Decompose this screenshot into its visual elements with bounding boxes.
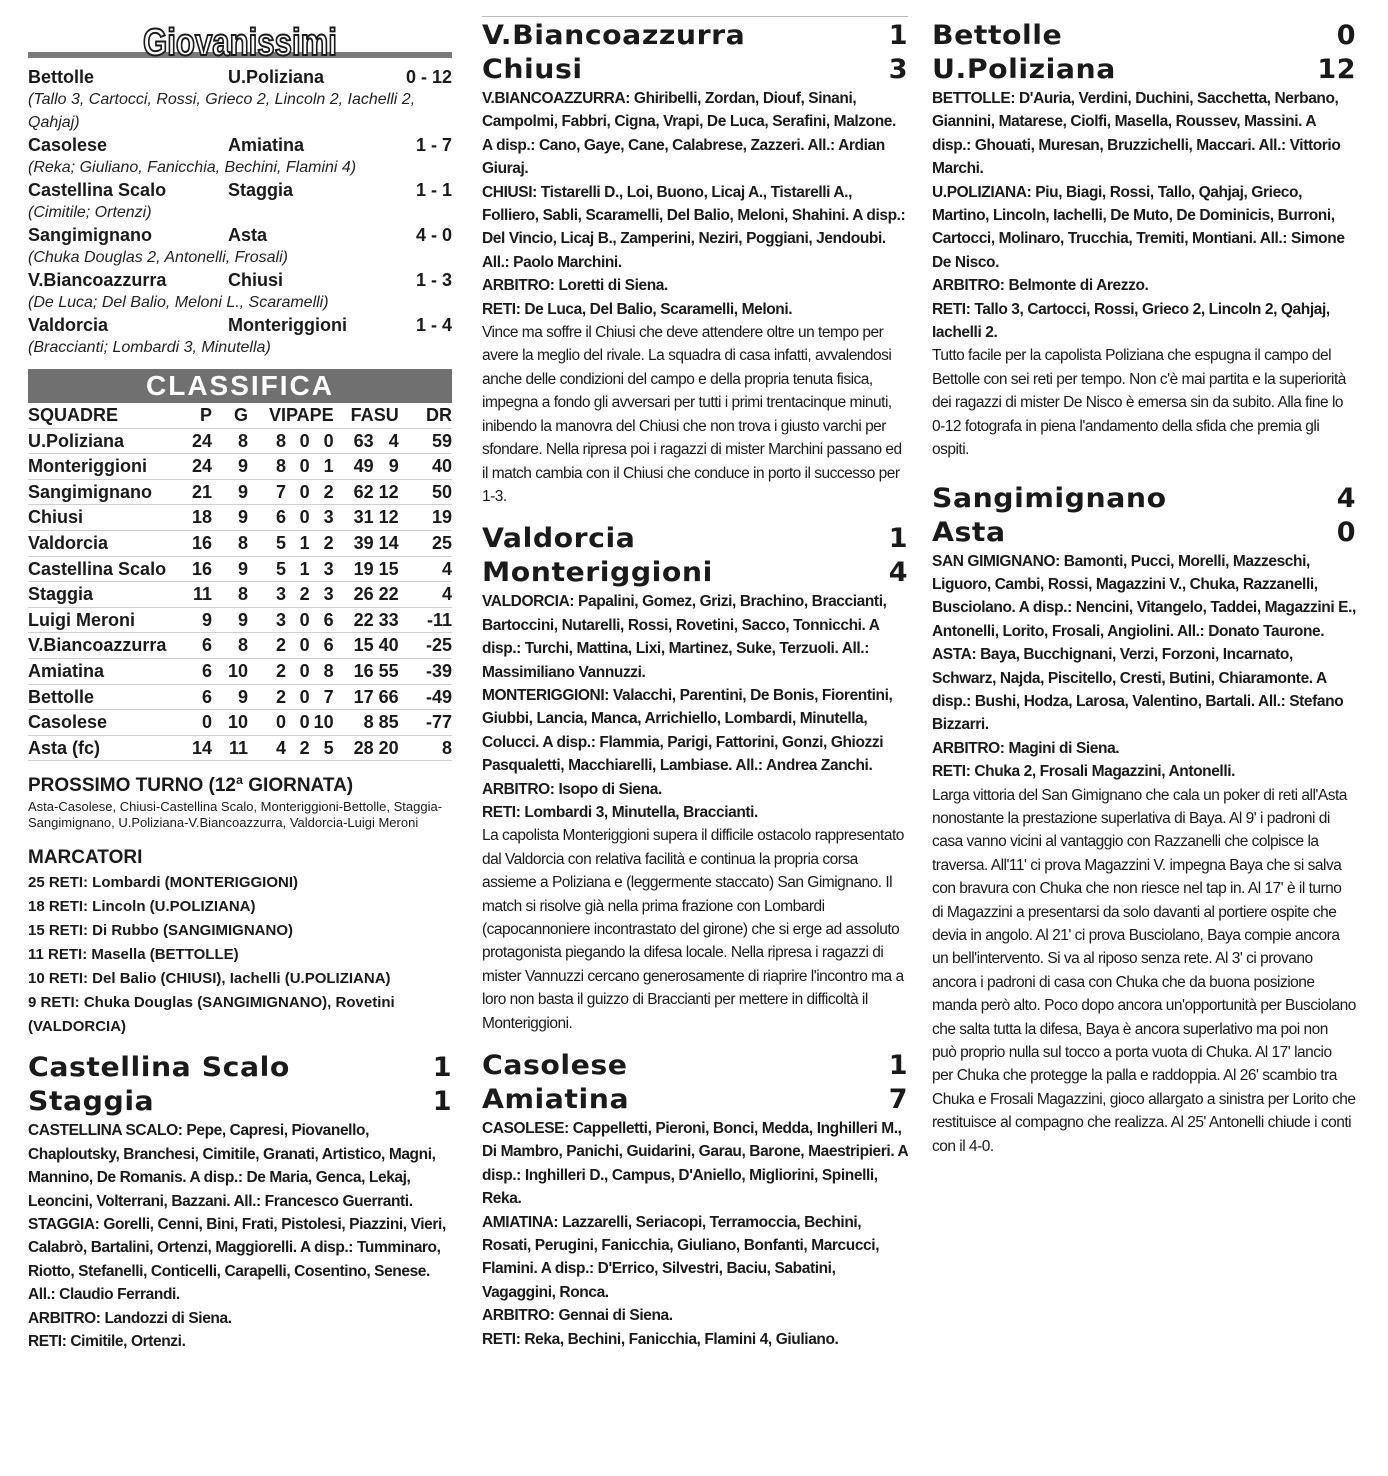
stat-cell: 55 (374, 658, 399, 684)
team-name: Castellina Scalo (28, 556, 186, 582)
lineup-paragraph: ARBITRO: Belmonte di Arezzo. (932, 277, 1149, 295)
stat-cell: 49 (334, 454, 374, 480)
stat-cell: 0 (310, 428, 334, 454)
team-name: Casolese (28, 710, 186, 736)
stat-cell: 2 (248, 658, 286, 684)
result-scorers: (Tallo 3, Cartocci, Rossi, Grieco 2, Lincoln 2, Iachelli 2, Qahjaj) (28, 91, 416, 131)
scorers-list (28, 871, 452, 1039)
match-valdorcia (482, 522, 908, 1035)
match-report: Vince ma soffre il Chiusi che deve attendere oltre un tempo per avere la meglio del rivale. La squadra di casa infatti, avvalendosi anche delle condizioni del campo e della propria tenuta fisica, impegna a fondo gli avversari per tutti i primi trentacinque minuti, inibendo la manovra del Chiusi che non trova i giusto varchi per sfondare. Nella ripresa poi i ragazzi di mister Marchini passano ed il match cambia con il Chiusi che conduce in porto il successo per 1-3. (482, 324, 902, 505)
stat-cell: 9 (212, 684, 248, 710)
stat-cell: 17 (334, 684, 374, 710)
stat-cell: 15 (334, 633, 374, 659)
match-header-home (482, 1049, 908, 1083)
stat-cell: 1 (286, 556, 310, 582)
stat-cell: VI (248, 403, 286, 428)
stat-cell: 0 (286, 710, 310, 736)
stat-cell: 9 (212, 505, 248, 531)
lineup-paragraph: MONTERIGGIONI: Valacchi, Parentini, De Bonis, Fiorentini, Giubbi, Lancia, Manca, Arrichiello, Lombardi, Minutella, Colucci. A disp.: Flammia, Parigi, Fattorini, Gonzi, Ghiozzi Pasqualetti, Macchiarelli, Lambiase. All.: Andrea Zanchi. (482, 686, 893, 775)
stat-cell: 8 (248, 454, 286, 480)
stat-cell: 2 (286, 582, 310, 608)
stat-cell: 7 (310, 684, 334, 710)
stat-cell: 59 (399, 428, 452, 454)
scorer-line: 15 RETI: Di Rubbo (SANGIMIGNANO) (28, 922, 293, 940)
results-list (28, 66, 452, 359)
scorer-line: 10 RETI: Del Balio (CHIUSI), Iachelli (U.POLIZIANA) (28, 970, 391, 988)
home-score: 1 (432, 1052, 452, 1084)
result-item (28, 314, 452, 359)
team-name: Bettolle (28, 684, 186, 710)
stat-cell: 2 (310, 479, 334, 505)
lineup-paragraph: RETI: Reka, Bechini, Fanicchia, Flamini 4, Giuliano. (482, 1330, 839, 1348)
stat-cell: 12 (374, 479, 399, 505)
away-team: U.Poliziana (228, 67, 325, 87)
lineup-paragraph: RETI: Chuka 2, Frosali Magazzini, Antonelli. (932, 763, 1236, 781)
match-header-home (482, 522, 908, 556)
lineup-paragraph: SAN GIMIGNANO: Bamonti, Pucci, Morelli, Mazzeschi, Liguoro, Cambi, Rossi, Magazzini V., Chuka, Razzanelli, Busciolano. A disp.: Nencini, Vitangelo, Taddei, Magazzini E., Antonelli, Lorito, Frosali, Angiolini. All.: Donato Taurone. (932, 552, 1356, 640)
match-header-away (482, 556, 908, 590)
match-lineups (28, 1119, 452, 1353)
match-header-home (932, 19, 1356, 53)
home-score: 4 (1336, 482, 1356, 514)
stat-cell: 6 (310, 607, 334, 633)
match-casolese (482, 1049, 908, 1351)
stat-cell: 3 (310, 505, 334, 531)
lineup-paragraph: CASOLESE: Cappelletti, Pieroni, Bonci, Medda, Inghilleri M., Di Mambro, Panichi, Guidarini, Garau, Barone, Maestripieri. A disp.: Inghilleri D., Campus, D'Aniello, Migliorini, Spinelli, Reka. (482, 1120, 908, 1208)
standings-row (28, 505, 452, 531)
stat-cell: SU (374, 403, 399, 428)
score: 4 - 0 (415, 225, 452, 245)
team-name: V.Biancoazzurra (28, 633, 186, 659)
lineup-paragraph: VALDORCIA: Papalini, Gomez, Grizi, Brachino, Braccianti, Bartoccini, Nutarelli, Rossi, Rovetini, Sacco, Tonnicchi. A disp.: Turchi, Mattina, Lixi, Martinez, Suke, Terzuoli. All.: Massimiliano Vannuzzi. (482, 593, 887, 681)
result-scorers: (Reka; Giuliano, Fanicchia, Bechini, Flamini 4) (28, 159, 357, 176)
lineup-paragraph: ARBITRO: Landozzi di Siena. (28, 1309, 232, 1327)
scorer-line: 11 RETI: Masella (BETTOLLE) (28, 946, 239, 964)
next-round-title: PROSSIMO TURNO (12ª GIORNATA) (28, 775, 354, 797)
scorers-title: MARCATORI (28, 847, 143, 869)
standings-header-row (28, 403, 452, 428)
stat-cell: 3 (310, 582, 334, 608)
score: 1 - 7 (415, 135, 452, 155)
result-scorers: (Cimitile; Ortenzi) (28, 204, 152, 221)
lineup-paragraph: ARBITRO: Magini di Siena. (932, 739, 1120, 757)
stat-cell: 20 (374, 735, 399, 761)
stat-cell: 31 (334, 505, 374, 531)
stat-cell: 6 (186, 658, 212, 684)
stat-cell: 26 (334, 582, 374, 608)
team-name: U.Poliziana (28, 428, 186, 454)
scorer-line: 18 RETI: Lincoln (U.POLIZIANA) (28, 898, 256, 916)
lineup-paragraph: CASTELLINA SCALO: Pepe, Capresi, Piovanello, Chaploutsky, Branchesi, Cimitile, Granati, Artistico, Magni, Mannino, De Romanis. A disp.: De Maria, Genca, Lekaj, Leoncini, Volterrani, Bazzani. All.: Francesco Guerranti. (28, 1122, 436, 1210)
stat-cell: 0 (248, 710, 286, 736)
stat-cell: 2 (286, 735, 310, 761)
stat-cell: 0 (286, 633, 310, 659)
home-team: Castellina Scalo (28, 1052, 290, 1084)
stat-cell: 8 (310, 658, 334, 684)
match-header-away (932, 53, 1356, 87)
lineup-paragraph: RETI: Tallo 3, Cartocci, Rossi, Grieco 2, Lincoln 2, Qahjaj, Iachelli 2. (932, 300, 1330, 342)
stat-cell: 24 (186, 454, 212, 480)
lineup-paragraph: RETI: De Luca, Del Balio, Scaramelli, Meloni. (482, 300, 793, 318)
match-report: La capolista Monteriggioni supera il difficile ostacolo rappresentato dal Valdorcia con relativa facilità e continua la propria corsa assieme a Poliziana e (leggermente staccato) San Gimignano. Il match si risolve già nella prima frazione con Lombardi (capocannoniere incontrastato del girone) che si erge ad assoluto protagonista piegando la difesa locale. Nella ripresa i ragazzi di mister Vannuzzi cercano generosamente di riaprire l'incontro ma a loro non basta il guizzo di Braccianti per mettere in difficoltà il Monteriggioni. (482, 827, 904, 1032)
team-name: Sangimignano (28, 479, 186, 505)
stat-cell: 66 (374, 684, 399, 710)
home-team: Sangimignano (28, 225, 153, 245)
stat-cell: 4 (399, 582, 452, 608)
lineup-paragraph: ARBITRO: Isopo di Siena. (482, 780, 662, 798)
scorer-line: 9 RETI: Chuka Douglas (SANGIMIGNANO), Rovetini (VALDORCIA) (28, 994, 395, 1036)
match-lineups (932, 87, 1356, 344)
home-team: V.Biancoazzurra (482, 20, 746, 51)
stat-cell: 18 (186, 505, 212, 531)
stat-cell: 0 (186, 710, 212, 736)
stat-cell: 14 (374, 530, 399, 556)
stat-cell: 6 (248, 505, 286, 531)
stat-cell: 85 (374, 710, 399, 736)
lineup-paragraph: CHIUSI: Tistarelli D., Loi, Buono, Licaj A., Tistarelli A., Folliero, Sabli, Scaramelli, Del Balio, Meloni, Shahini. A disp.: Del Vincio, Licaj B., Zamperini, Neziri, Poggiani, Jendoubi. All.: Paolo Marchini. (482, 183, 906, 271)
stat-cell: 25 (399, 530, 452, 556)
result-scorers: (Chuka Douglas 2, Antonelli, Frosali) (28, 249, 288, 266)
page-title: Giovanissimi (143, 22, 337, 64)
stat-cell: 12 (374, 505, 399, 531)
away-team: Staggia (228, 180, 294, 200)
stat-cell: 7 (248, 479, 286, 505)
standings-row (28, 454, 452, 480)
result-item (28, 179, 452, 224)
match-header-home (932, 482, 1356, 516)
home-score: 1 (888, 1050, 908, 1082)
standings-row (28, 607, 452, 633)
section-header (28, 22, 452, 62)
stat-cell: 62 (334, 479, 374, 505)
stat-cell: 0 (286, 607, 310, 633)
stat-cell: 10 (212, 710, 248, 736)
match-castellina (28, 1051, 452, 1353)
stat-cell: 0 (286, 684, 310, 710)
score: 1 - 1 (415, 180, 452, 200)
team-name: Monteriggioni (28, 454, 186, 480)
stat-cell: 8 (212, 582, 248, 608)
stat-cell: 39 (334, 530, 374, 556)
stat-cell: -11 (399, 607, 452, 633)
stat-cell: 8 (399, 735, 452, 761)
home-score: 0 (1336, 20, 1356, 51)
lineup-paragraph: RETI: Cimitile, Ortenzi. (28, 1332, 186, 1350)
away-score: 12 (1317, 54, 1356, 85)
lineup-paragraph: ASTA: Baya, Bucchignani, Verzi, Forzoni, Incarnato, Schwarz, Najda, Piscitello, Cresti, Butini, Chiaramonte. A disp.: Bushi, Hodza, Larosa, Valentino, Bartali. All.: Stefano Bizzarri. (932, 646, 1344, 734)
away-team: Amiatina (482, 1084, 630, 1116)
match-lineups (932, 550, 1356, 784)
team-name: Valdorcia (28, 530, 186, 556)
right-column (932, 0, 1356, 1158)
stat-cell: 8 (334, 710, 374, 736)
stat-cell: 0 (286, 658, 310, 684)
stat-cell: 22 (374, 582, 399, 608)
away-score: 4 (888, 557, 908, 589)
result-item (28, 66, 452, 134)
stat-cell: 2 (310, 530, 334, 556)
standings-row (28, 684, 452, 710)
stat-cell: 8 (212, 530, 248, 556)
stat-cell: 11 (186, 582, 212, 608)
stat-cell: P (186, 403, 212, 428)
stat-cell: -39 (399, 658, 452, 684)
stat-cell: 6 (186, 684, 212, 710)
team-name: SQUADRE (28, 403, 186, 428)
stat-cell: 4 (248, 735, 286, 761)
stat-cell: 50 (399, 479, 452, 505)
stat-cell: 0 (286, 505, 310, 531)
stat-cell: 21 (186, 479, 212, 505)
home-team: Valdorcia (28, 315, 109, 335)
stat-cell: 40 (399, 454, 452, 480)
stat-cell: 24 (186, 428, 212, 454)
stat-cell: -25 (399, 633, 452, 659)
home-team: Castellina Scalo (28, 180, 167, 200)
match-header-home (482, 19, 908, 53)
away-team: Amiatina (228, 135, 305, 155)
lineup-paragraph: V.BIANCOAZZURRA: Ghiribelli, Zordan, Diouf, Sinani, Campolmi, Fabbri, Cigna, Vrapi, De Luca, Serafini, Malzone. A disp.: Cano, Gaye, Cane, Calabrese, Zazzeri. All.: Ardian Giuraj. (482, 90, 896, 178)
stat-cell: 22 (334, 607, 374, 633)
standings-row (28, 710, 452, 736)
score: 0 - 12 (405, 67, 452, 87)
stat-cell: PE (310, 403, 334, 428)
away-team: Chiusi (228, 270, 284, 290)
match-report: Larga vittoria del San Gimignano che cala un poker di reti all'Asta nonostante la prestazione superlativa di Baya. Al 9' i padroni di casa vanno vicini al vantaggio con Razzanelli che colpisce la traversa. All'11' ci prova Magazzini V. impegna Baya che si salva con bravura con Chuka che non riesce nel tap in. Al 17' è il turno di Magazzini a presentarsi da solo davanti al portiere ospite che devia in angolo. Al 21' ci prova Busciolano, Baya compie ancora un bell'intervento. Si va al riposo senza rete. Al 3' ci provano ancora i padroni di casa con Chuka che da buona posizione manda però alto. Poco dopo ancora un'opportunità per Busciolano che salta tutta la difesa, Baya è ancora superlativo ma poi non può proprio nulla sul tocco a porta vuota di Chuka. Al 17' lancio per Chuka che protegge la palla e raddoppia. Al 26' scambio tra Chuka e Frosali Magazzini, gioco allargato a sinistra per Lorito che restituisce al compagno che realizza. Al 25' Antonelli chiude i conti con il 4-0. (932, 786, 1356, 1155)
away-score: 7 (888, 1084, 908, 1116)
stat-cell: 0 (286, 428, 310, 454)
stat-cell: FA (334, 403, 374, 428)
score: 1 - 4 (415, 315, 452, 335)
stat-cell: DR (399, 403, 452, 428)
stat-cell: 11 (212, 735, 248, 761)
home-team: Bettolle (28, 67, 95, 87)
left-column (28, 0, 452, 1353)
stat-cell: 8 (248, 428, 286, 454)
result-scorers: (De Luca; Del Balio, Meloni L., Scaramelli) (28, 294, 329, 311)
team-name: Amiatina (28, 658, 186, 684)
match-lineups (482, 590, 908, 824)
stat-cell: 10 (310, 710, 334, 736)
stat-cell: 19 (334, 556, 374, 582)
stat-cell: 4 (399, 556, 452, 582)
away-team: U.Poliziana (932, 54, 1116, 85)
stat-cell: 16 (186, 556, 212, 582)
stat-cell: 5 (310, 735, 334, 761)
stat-cell: 0 (286, 479, 310, 505)
match-vbianco (482, 19, 908, 508)
lineup-paragraph: BETTOLLE: D'Auria, Verdini, Duchini, Sacchetta, Nerbano, Giannini, Matarese, Ciolfi, Masella, Roussev, Massini. A disp.: Ghouati, Muresan, Bruzzichelli, Maccari. All.: Vittorio Marchi. (932, 90, 1341, 178)
lineup-paragraph: ARBITRO: Loretti di Siena. (482, 277, 668, 295)
stat-cell: -77 (399, 710, 452, 736)
home-team: Bettolle (932, 20, 1063, 51)
stat-cell: 4 (374, 428, 399, 454)
stat-cell: 16 (186, 530, 212, 556)
stat-cell: 40 (374, 633, 399, 659)
standings-row (28, 633, 452, 659)
home-team: Valdorcia (482, 523, 636, 555)
stat-cell: 3 (248, 607, 286, 633)
stat-cell: 6 (310, 633, 334, 659)
stat-cell: 2 (248, 684, 286, 710)
next-round-fixtures: Asta-Casolese, Chiusi-Castellina Scalo, Monteriggioni-Bettolle, Staggia-Sangimignano, U.Poliziana-V.Biancoazzurra, Valdorcia-Luigi Meroni (28, 799, 443, 831)
match-bettolle (932, 19, 1356, 462)
stat-cell: 19 (399, 505, 452, 531)
stat-cell: 5 (248, 556, 286, 582)
home-score: 1 (888, 20, 908, 51)
team-name: Chiusi (28, 505, 186, 531)
result-scorers: (Braccianti; Lombardi 3, Minutella) (28, 339, 271, 356)
away-team: Asta (932, 516, 1006, 548)
result-item (28, 224, 452, 269)
standings-row (28, 428, 452, 454)
match-lineups (482, 87, 908, 321)
stat-cell: 5 (248, 530, 286, 556)
lineup-paragraph: RETI: Lombardi 3, Minutella, Braccianti. (482, 803, 758, 821)
middle-column (482, 0, 908, 1351)
stat-cell: 9 (212, 454, 248, 480)
stat-cell: 9 (212, 479, 248, 505)
home-team: Casolese (28, 135, 108, 155)
stat-cell: 33 (374, 607, 399, 633)
home-score: 1 (888, 523, 908, 555)
standings-table (28, 403, 452, 761)
stat-cell: 8 (212, 633, 248, 659)
scorer-line: 25 RETI: Lombardi (MONTERIGGIONI) (28, 874, 299, 892)
match-header-away (482, 53, 908, 87)
stat-cell: 1 (286, 530, 310, 556)
match-header-away (932, 516, 1356, 550)
stat-cell: 9 (374, 454, 399, 480)
stat-cell: -49 (399, 684, 452, 710)
stat-cell: 0 (286, 454, 310, 480)
standings-row (28, 556, 452, 582)
away-team: Asta (228, 225, 268, 245)
away-team: Monteriggioni (228, 315, 347, 335)
stat-cell: 16 (334, 658, 374, 684)
stat-cell: 3 (310, 556, 334, 582)
match-report: Tutto facile per la capolista Poliziana che espugna il campo del Bettolle con sei reti per tempo. Non c'è mai partita e la superiorità dei ragazzi di mister De Nisco è emersa sin da subito. Alla fine lo 0-12 fotografa in piena l'andamento della sfida che premia gli ospiti. (932, 347, 1346, 459)
score: 1 - 3 (415, 270, 452, 290)
away-team: Monteriggioni (482, 557, 713, 589)
lineup-paragraph: U.POLIZIANA: Piu, Biagi, Rossi, Tallo, Qahjaj, Grieco, Martino, Lincoln, Iachelli, De Muto, De Dominicis, Burroni, Cartocci, Molinaro, Trucchia, Tremiti, Montiani. All.: Simone De Nisco. (932, 183, 1345, 271)
team-name: Staggia (28, 582, 186, 608)
standings-row (28, 582, 452, 608)
match-header-home (28, 1051, 452, 1085)
away-score: 1 (432, 1086, 452, 1118)
match-header-away (28, 1085, 452, 1119)
stat-cell: 2 (248, 633, 286, 659)
stat-cell: 9 (212, 556, 248, 582)
stat-cell: PA (286, 403, 310, 428)
match-header-away (482, 1083, 908, 1117)
away-team: Chiusi (482, 54, 583, 85)
stat-cell: 9 (186, 607, 212, 633)
standings-row (28, 735, 452, 761)
standings-row (28, 530, 452, 556)
stat-cell: 28 (334, 735, 374, 761)
home-team: V.Biancoazzurra (28, 270, 167, 290)
stat-cell: G (212, 403, 248, 428)
stat-cell: 8 (212, 428, 248, 454)
stat-cell: 6 (186, 633, 212, 659)
standings-row (28, 479, 452, 505)
stat-cell: 10 (212, 658, 248, 684)
stat-cell: 14 (186, 735, 212, 761)
match-lineups (482, 1117, 908, 1351)
home-team: Casolese (482, 1050, 628, 1082)
home-team: Sangimignano (932, 482, 1167, 514)
lineup-paragraph: AMIATINA: Lazzarelli, Seriacopi, Terramoccia, Bechini, Rosati, Perugini, Fanicchia, Giuliano, Bonfanti, Marcucci, Flamini. A disp.: D'Errico, Silvestri, Baciu, Sabatini, Vagaggini, Ronca. (482, 1213, 880, 1301)
stat-cell: 1 (310, 454, 334, 480)
stat-cell: 9 (212, 607, 248, 633)
away-team: Staggia (28, 1086, 155, 1118)
stat-cell: 15 (374, 556, 399, 582)
team-name: Luigi Meroni (28, 607, 186, 633)
lineup-paragraph: ARBITRO: Gennai di Siena. (482, 1307, 673, 1325)
result-item (28, 134, 452, 179)
result-item (28, 269, 452, 314)
team-name: Asta (fc) (28, 735, 186, 761)
standings-row (28, 658, 452, 684)
away-score: 3 (888, 54, 908, 85)
away-score: 0 (1336, 516, 1356, 548)
stat-cell: 63 (334, 428, 374, 454)
stat-cell: 3 (248, 582, 286, 608)
lineup-paragraph: STAGGIA: Gorelli, Cenni, Bini, Frati, Pistolesi, Piazzini, Vieri, Calabrò, Bartalini, Ortenzi, Maggiorelli. A disp.: Tumminaro, Riotto, Stefanelli, Conticelli, Carapelli, Cosentino, Senese. All.: Claudio Ferrandi. (28, 1215, 446, 1304)
match-sangimignano (932, 482, 1356, 1159)
standings-title: CLASSIFICA (28, 369, 452, 403)
